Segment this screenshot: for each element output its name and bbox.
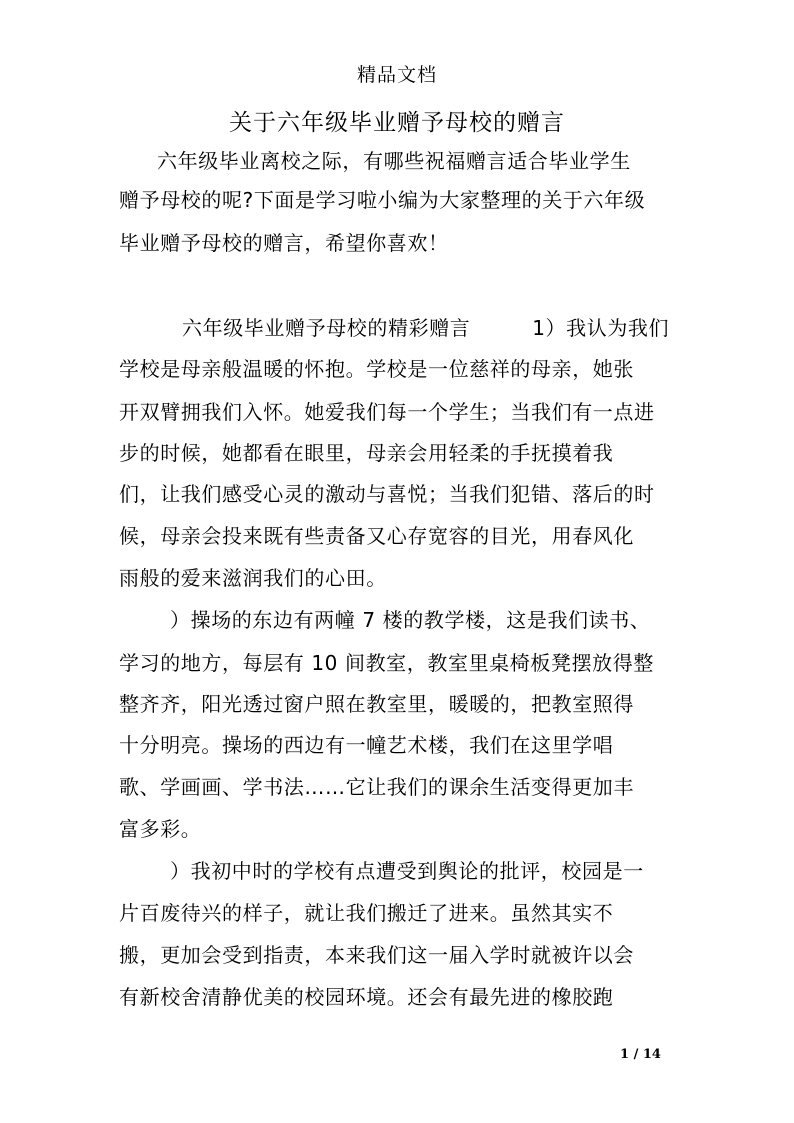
page-number: 1 / 14	[620, 1047, 661, 1062]
body-text-line: 雨般的爱来滋润我们的心田。	[119, 566, 387, 590]
body-text-line: 毕业赠予母校的赠言，希望你喜欢！	[119, 231, 449, 255]
body-text-line: 有新校舍清静优美的校园环境。还会有最先进的橡胶跑	[119, 985, 614, 1009]
body-text-line: 六年级毕业离校之际，有哪些祝福赠言适合毕业学生	[157, 149, 631, 173]
document-title: 关于六年级毕业赠予母校的赠言	[229, 110, 565, 136]
body-text-line: ）操场的东边有两幢 7 楼的教学楼，这是我们读书、	[170, 608, 651, 632]
page-header: 精品文档	[356, 64, 437, 86]
body-text-line: 们，让我们感受心灵的激动与喜悦；当我们犯错、落后的时	[119, 482, 655, 506]
body-text-line: 搬，更加会受到指责，本来我们这一届入学时就被许以会	[119, 943, 634, 967]
body-text-line: 整齐齐，阳光透过窗户照在教室里，暖暖的，把教室照得	[119, 692, 634, 716]
body-text-line: 学习的地方，每层有 10 间教室，教室里桌椅板凳摆放得整	[119, 651, 654, 675]
body-text-line: 候，母亲会投来既有些责备又心存宽容的目光，用春风化	[119, 524, 634, 548]
body-text-line: 学校是母亲般温暖的怀抱。学校是一位慈祥的母亲，她张	[119, 357, 634, 381]
body-text-line: 六年级毕业赠予母校的精彩赠言 1）我认为我们	[182, 316, 670, 340]
body-text-line: 步的时候，她都看在眼里，母亲会用轻柔的手抚摸着我	[119, 441, 614, 465]
body-text-line: 片百废待兴的样子，就让我们搬迁了进来。虽然其实不	[119, 901, 614, 925]
body-text-line: ）我初中时的学校有点遭受到舆论的批评，校园是一	[170, 859, 644, 883]
body-text-line: 开双臂拥我们入怀。她爱我们每一个学生；当我们有一点进	[119, 400, 655, 424]
body-text-line: 赠予母校的呢?下面是学习啦小编为大家整理的关于六年级	[119, 188, 646, 212]
body-text-line: 歌、学画画、学书法……它让我们的课余生活变得更加丰	[119, 775, 634, 799]
body-text-line: 十分明亮。操场的西边有一幢艺术楼，我们在这里学唱	[119, 733, 614, 757]
body-text-line: 富多彩。	[119, 817, 202, 841]
